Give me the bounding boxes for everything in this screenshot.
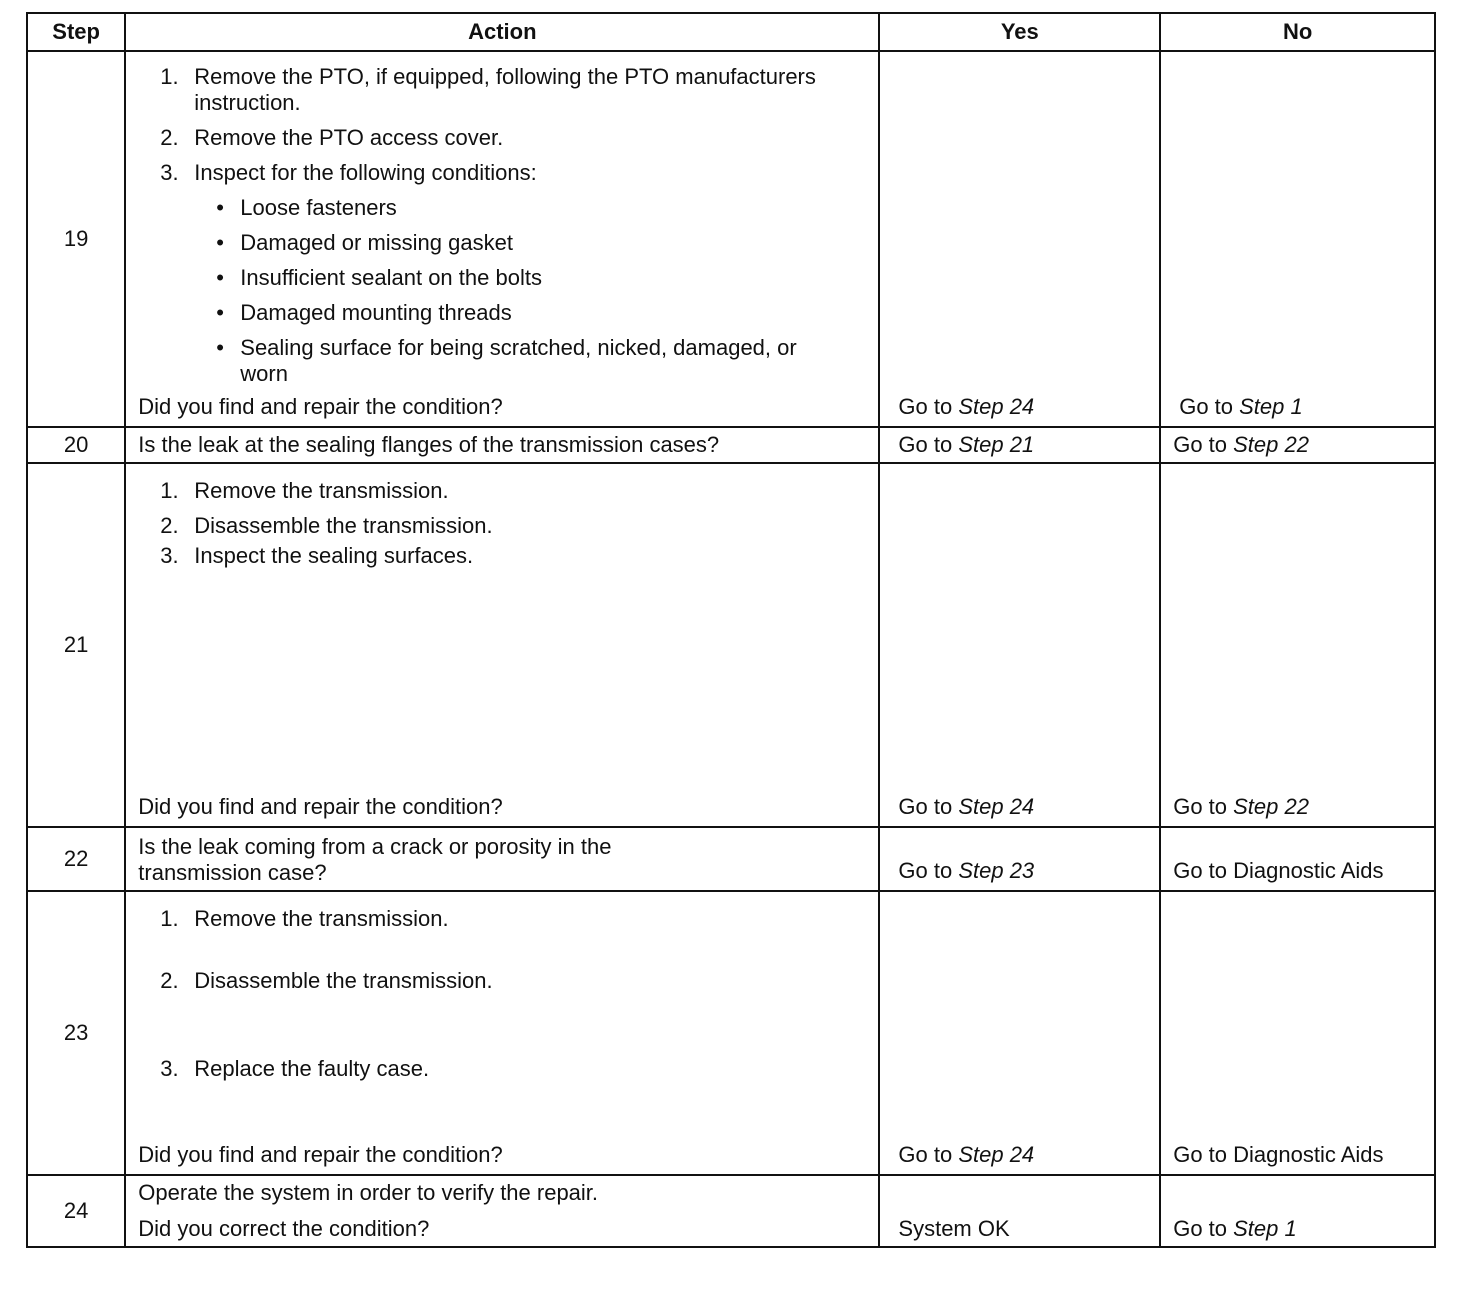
goto-link[interactable]: Go to Step 24 xyxy=(898,1142,1035,1167)
table-row xyxy=(27,891,1435,1175)
yes-cell xyxy=(879,427,1160,463)
no-cell xyxy=(1160,463,1435,827)
table-row xyxy=(27,51,1435,427)
list-item: 3. Inspect the sealing surfaces. xyxy=(160,543,474,568)
goto-link[interactable]: Go to Step 22 xyxy=(1173,794,1309,819)
header-row xyxy=(27,13,1435,51)
list-item: 3. Replace the faulty case. xyxy=(160,1056,430,1081)
action-cell xyxy=(125,463,879,827)
action-cell xyxy=(125,1175,879,1247)
table-row xyxy=(27,463,1435,827)
step-number: 21 xyxy=(27,463,125,827)
header-yes: Yes xyxy=(879,13,1160,51)
yes-cell xyxy=(879,891,1160,1175)
no-cell xyxy=(1160,1175,1435,1247)
bullet-item: • Damaged or missing gasket xyxy=(216,230,513,255)
step-number: 24 xyxy=(27,1175,125,1247)
step-number: 19 xyxy=(27,51,125,427)
bullet-item: • Sealing surface for being scratched, nicked, damaged, or worn xyxy=(216,335,797,386)
list-item: 2. Disassemble the transmission. xyxy=(160,968,493,993)
question-text: Did you find and repair the condition? xyxy=(138,394,503,419)
list-item: 2. Disassemble the transmission. xyxy=(160,513,493,538)
step-number: 22 xyxy=(27,827,125,891)
list-item: 2. Remove the PTO access cover. xyxy=(160,125,504,150)
list-item: 1. Remove the PTO, if equipped, following the PTO manufacturers instruction. xyxy=(160,64,816,115)
table-row xyxy=(27,427,1435,463)
header-step: Step xyxy=(27,13,125,51)
no-cell xyxy=(1160,891,1435,1175)
goto-link[interactable]: Go to Step 21 xyxy=(898,432,1035,457)
goto-link[interactable]: Go to Step 1 xyxy=(1179,394,1303,419)
goto-link[interactable]: Go to Step 23 xyxy=(898,858,1035,883)
question-text: Is the leak coming from a crack or porosity in the transmission case? xyxy=(138,834,612,885)
question-text: Did you find and repair the condition? xyxy=(138,794,503,819)
instruction-text: Operate the system in order to verify the repair. xyxy=(138,1180,599,1205)
yes-cell xyxy=(879,827,1160,891)
header-action: Action xyxy=(125,13,879,51)
goto-link[interactable]: Go to Diagnostic Aids xyxy=(1173,858,1384,883)
question-text: Is the leak at the sealing flanges of the transmission cases? xyxy=(138,432,720,457)
list-item: 1. Remove the transmission. xyxy=(160,478,449,503)
no-cell xyxy=(1160,827,1435,891)
table-row xyxy=(27,827,1435,891)
header-no: No xyxy=(1160,13,1435,51)
goto-link[interactable]: Go to Step 1 xyxy=(1173,1216,1297,1241)
goto-link[interactable]: Go to Step 24 xyxy=(898,394,1035,419)
yes-cell xyxy=(879,51,1160,427)
question-text: Did you find and repair the condition? xyxy=(138,1142,503,1167)
goto-link[interactable]: Go to Step 22 xyxy=(1173,432,1309,457)
action-cell xyxy=(125,427,879,463)
diagnostic-table xyxy=(26,12,1436,1248)
action-cell xyxy=(125,827,879,891)
action-cell xyxy=(125,51,879,427)
question-text: Did you correct the condition? xyxy=(138,1216,430,1241)
no-cell xyxy=(1160,427,1435,463)
list-item: 3. Inspect for the following conditions: xyxy=(160,160,537,185)
step-number: 23 xyxy=(27,891,125,1175)
step-number: 20 xyxy=(27,427,125,463)
yes-cell xyxy=(879,1175,1160,1247)
action-cell xyxy=(125,891,879,1175)
bullet-item: • Loose fasteners xyxy=(216,195,397,220)
bullet-item: • Insufficient sealant on the bolts xyxy=(216,265,542,290)
yes-cell xyxy=(879,463,1160,827)
table-row xyxy=(27,1175,1435,1247)
goto-link[interactable]: Go to Step 24 xyxy=(898,794,1035,819)
goto-link[interactable]: Go to Diagnostic Aids xyxy=(1173,1142,1384,1167)
system-ok-text: System OK xyxy=(898,1216,1010,1241)
bullet-item: • Damaged mounting threads xyxy=(216,300,512,325)
no-cell xyxy=(1160,51,1435,427)
list-item: 1. Remove the transmission. xyxy=(160,906,449,931)
